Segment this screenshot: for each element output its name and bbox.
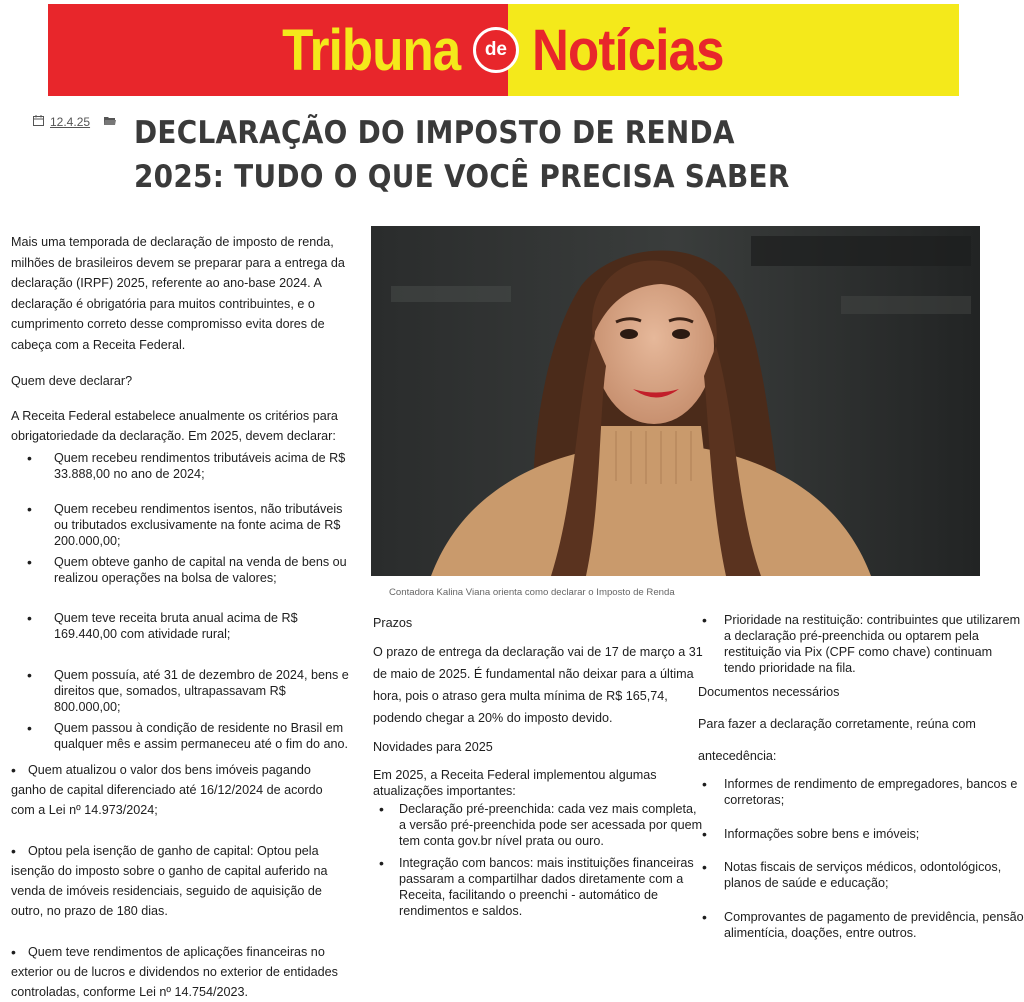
prazos-paragraph: O prazo de entrega da declaração vai de 17 de março a 31 de maio de 2025. É fundamental não deixar para a última hora, pois o atraso gera multa mínima de R$ 165,74, podendo chegar a 20% do imposto devido. — [373, 645, 703, 725]
masthead-name-part1: Tribuna — [282, 17, 461, 83]
article-middle-column — [373, 613, 703, 925]
list-item: • Optou pela isenção de ganho de capital: Optou pela isenção do imposto sobre o ganho de capital auferido na venda de imóveis residenciais, seguido de aquisição de outro, no prazo de 180 dias. — [11, 842, 328, 918]
list-item-text: Quem atualizou o valor dos bens imóveis pagando ganho de capital diferenciado até 16/12/2024 de acordo com a Lei nº 14.973/2024; — [11, 762, 323, 817]
list-item: • Informações sobre bens e imóveis; — [698, 826, 1024, 842]
docs-list — [698, 776, 1024, 941]
article-title: DECLARAÇÃO DO IMPOSTO DE RENDA 2025: TUDO O QUE VOCÊ PRECISA SABER — [134, 115, 790, 195]
list-item: • Quem teve rendimentos de aplicações financeiras no exterior ou de lucros e dividendos no exterior de entidades controladas, conforme Lei nº 14.754/2023. — [11, 943, 338, 999]
list-item: • Declaração pré-preenchida: cada vez mais completa, a versão pré-preenchida pode ser acessada por quem tem conta gov.br nível prata ou ouro. — [373, 801, 703, 849]
article-date-link[interactable]: 12.4.25 — [50, 115, 91, 129]
photo-caption: Contadora Kalina Viana orienta como declarar o Imposto de Renda — [389, 587, 675, 598]
prazos-heading: Prazos — [373, 616, 413, 630]
list-item: • Quem recebeu rendimentos tributáveis acima de R$ 33.888,00 no ano de 2024; — [11, 450, 349, 482]
who-intro-paragraph: A Receita Federal estabelece anualmente os critérios para obrigatoriedade da declaração. Em 2025, devem declarar: — [11, 408, 338, 443]
novidades-heading: Novidades para 2025 — [373, 740, 493, 754]
novidades-list-continued — [698, 612, 1024, 676]
list-item: • Informes de rendimento de empregadores, bancos e corretoras; — [698, 776, 1024, 808]
list-item: • Quem passou à condição de residente no Brasil em qualquer mês e assim permaneceu até o fim do ano. — [11, 720, 349, 752]
list-item: • Quem atualizou o valor dos bens imóveis pagando ganho de capital diferenciado até 16/12/2024 de acordo com a Lei nº 14.973/2024; — [11, 761, 323, 817]
list-item: • Prioridade na restituição: contribuintes que utilizarem a declaração pré-preenchida ou optarem pela restituição via Pix (CPF como chave) continuam tendo prioridade na fila. — [698, 612, 1024, 676]
who-heading: Quem deve declarar? — [11, 374, 133, 388]
docs-heading: Documentos necessários — [698, 685, 840, 699]
list-item-text: Quem teve rendimentos de aplicações financeiras no exterior ou de lucros e dividendos no exterior de entidades controladas, conforme Lei nº 14.754/2023. — [11, 944, 338, 999]
list-item: • Quem recebeu rendimentos isentos, não tributáveis ou tributados exclusivamente na fonte acima de R$ 200.000,00; — [11, 501, 349, 549]
article-right-column — [698, 612, 1024, 941]
masthead-logo[interactable] — [48, 4, 959, 96]
article-left-column — [11, 232, 349, 1002]
list-item-text: Optou pela isenção de ganho de capital: Optou pela isenção do imposto sobre o ganho de capital auferido na venda de imóveis residenciais, seguido de aquisição de outro, no prazo de 180 dias. — [11, 843, 328, 918]
article-meta — [33, 115, 116, 129]
masthead-wordmark — [48, 4, 959, 96]
masthead-name-de-badge: de — [473, 27, 519, 73]
article-photo[interactable] — [371, 226, 980, 576]
docs-intro-line-1: Para fazer a declaração corretamente, reúna com — [698, 717, 976, 731]
list-item: • Quem obteve ganho de capital na venda de bens ou realizou operações na bolsa de valores; — [11, 554, 349, 586]
list-item: • Quem possuía, até 31 de dezembro de 2024, bens e direitos que, somados, ultrapassavam R$ 800.000,00; — [11, 667, 349, 715]
calendar-icon — [33, 115, 44, 129]
novidades-list — [373, 801, 703, 919]
intro-paragraph: Mais uma temporada de declaração de imposto de renda, milhões de brasileiros devem se preparar para a entrega da declaração (IRPF) 2025, referente ao ano-base 2024. A declaração é obrigatória para muitos contribuintes, e o cumprimento correto desse compromisso evita dores de cabeça com a Receita Federal. — [11, 235, 345, 352]
article-photo-image — [371, 226, 980, 576]
docs-intro-line-2: antecedência: — [698, 749, 777, 763]
masthead-name-part2: Notícias — [531, 17, 724, 83]
criteria-list — [11, 450, 349, 752]
list-item: • Notas fiscais de serviços médicos, odontológicos, planos de saúde e educação; — [698, 859, 1024, 891]
list-item: • Integração com bancos: mais instituições financeiras passaram a compartilhar dados diretamente com a Receita, facilitando o preenchi - automático de rendimentos e saldos. — [373, 855, 703, 919]
list-item: • Quem teve receita bruta anual acima de R$ 169.440,00 com atividade rural; — [11, 610, 349, 642]
novidades-intro: Em 2025, a Receita Federal implementou algumas atualizações importantes: — [373, 768, 657, 798]
folder-icon[interactable] — [104, 115, 116, 129]
list-item: • Comprovantes de pagamento de previdência, pensão alimentícia, doações, entre outros. — [698, 909, 1024, 941]
